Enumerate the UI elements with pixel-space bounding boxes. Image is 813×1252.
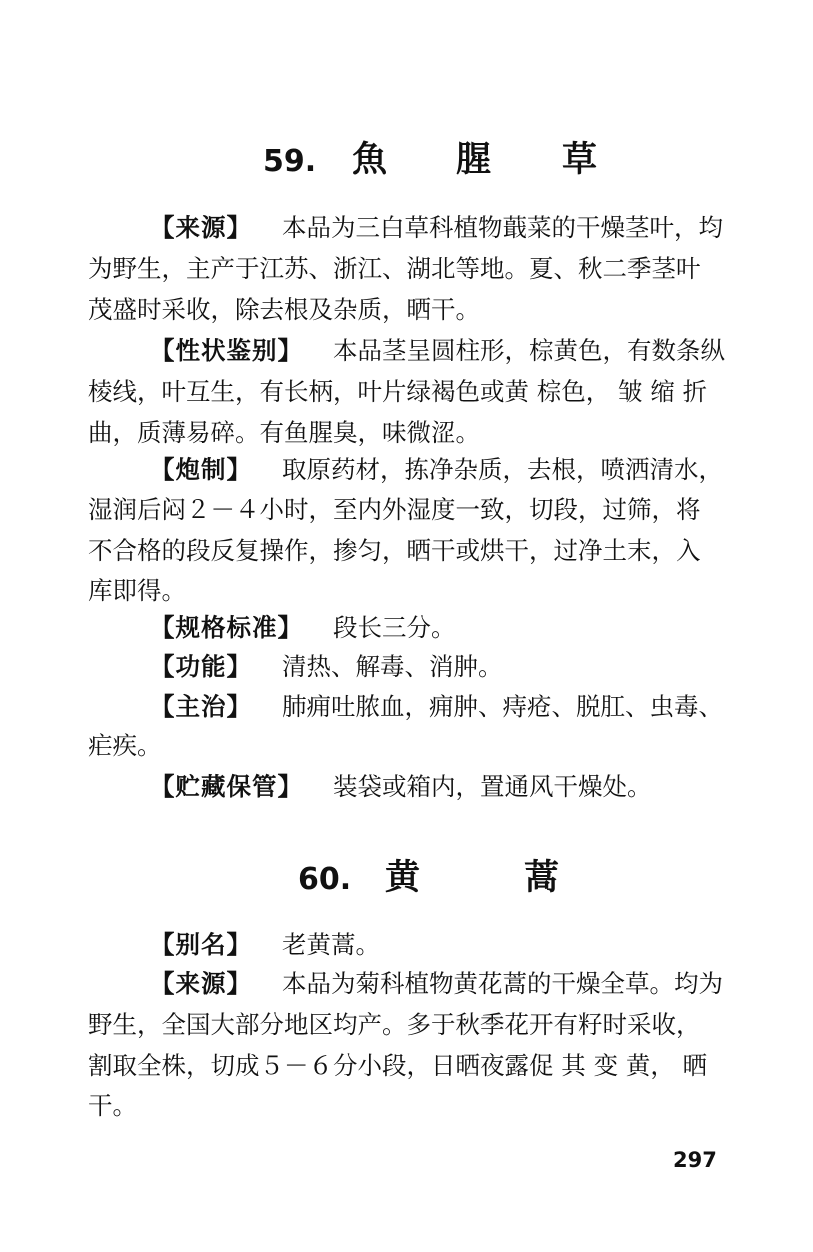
entry-59-process-line-3: 不合格的段反复操作，掺匀，晒干或烘干，过净土末，入 (88, 536, 701, 565)
entry-59-number: 59. (263, 144, 317, 179)
entry-59-function-text: 清热、解毒、消肿。 (282, 652, 503, 681)
entry-59-identify-line-1: 本品茎呈圆柱形，棕黄色，有数条纵 (333, 336, 725, 365)
entry-59-process-line-2: 湿润后闷２－４小时，至内外湿度一致，切段，过筛，将 (88, 495, 701, 524)
entry-59-title-char-3: 草 (562, 140, 598, 180)
entry-59-title-char-1: 魚 (352, 140, 388, 180)
entry-59-identify-tag: 【性状鉴别】 (150, 336, 303, 365)
entry-59-identify-line-3: 曲，质薄易碎。有鱼腥臭，味微涩。 (88, 418, 480, 447)
entry-59-storage-line (150, 772, 772, 802)
entry-59-storage-tag: 【贮藏保管】 (150, 772, 303, 801)
entry-59-indication-tag: 【主治】 (150, 692, 252, 721)
entry-60-alias-line (150, 930, 772, 960)
entry-59-spec-line (150, 613, 772, 643)
entry-59-source-line-1: 本品为三白草科植物蕺菜的干燥茎叶，均 (282, 213, 723, 242)
entry-59-function-tag: 【功能】 (150, 652, 252, 681)
entry-60-source-tag: 【来源】 (150, 969, 252, 998)
entry-59-function-line (150, 652, 772, 682)
entry-60-source-line-4: 干。 (88, 1091, 137, 1120)
entry-59-process-line-1: 取原药材，拣净杂质，去根，喷洒清水， (282, 455, 723, 484)
entry-60-source-line-3: 割取全株，切成５－６分小段，日晒夜露促 其 变 黄， 晒 (88, 1051, 708, 1080)
entry-60-title-char-2: 蒿 (524, 858, 560, 898)
entry-59-source-line-2: 为野生，主产于江苏、浙江、湖北等地。夏、秋二季茎叶 (88, 254, 701, 283)
entry-59-indication-first-line (150, 692, 772, 722)
entry-59-source-line-3: 茂盛时采收，除去根及杂质，晒干。 (88, 295, 480, 324)
entry-59-title-char-2: 腥 (456, 140, 492, 180)
entry-60-title-char-1: 黄 (385, 858, 421, 898)
entry-59-indication-line-1: 肺痈吐脓血，痈肿、痔疮、脱肛、虫毒、 (282, 692, 723, 721)
entry-59-source-tag: 【来源】 (150, 213, 252, 242)
entry-60-number: 60. (298, 862, 352, 897)
page-number: 297 (673, 1148, 717, 1172)
entry-59-process-line-4: 库即得。 (88, 576, 186, 605)
entry-59-spec-text: 段长三分。 (333, 613, 456, 642)
entry-59-source-first-line (150, 213, 772, 243)
entry-59-storage-text: 装袋或箱内，置通风干燥处。 (333, 772, 652, 801)
entry-59-spec-tag: 【规格标准】 (150, 613, 303, 642)
entry-59-indication-line-2: 疟疾。 (88, 731, 162, 760)
entry-60-alias-tag: 【别名】 (150, 930, 252, 959)
entry-59-identify-line-2: 棱线，叶互生，有长柄，叶片绿褐色或黄 棕色， 皱 缩 折 (88, 377, 708, 406)
entry-60-source-first-line (150, 969, 772, 999)
entry-59-process-tag: 【炮制】 (150, 455, 252, 484)
entry-60-source-line-1: 本品为菊科植物黄花蒿的干燥全草。均为 (282, 969, 723, 998)
entry-60-alias-text: 老黄蒿。 (282, 930, 380, 959)
entry-59-process-first-line (150, 455, 772, 485)
entry-59-identify-first-line (150, 336, 772, 366)
entry-60-source-line-2: 野生，全国大部分地区均产。多于秋季花开有籽时采收， (88, 1010, 701, 1039)
